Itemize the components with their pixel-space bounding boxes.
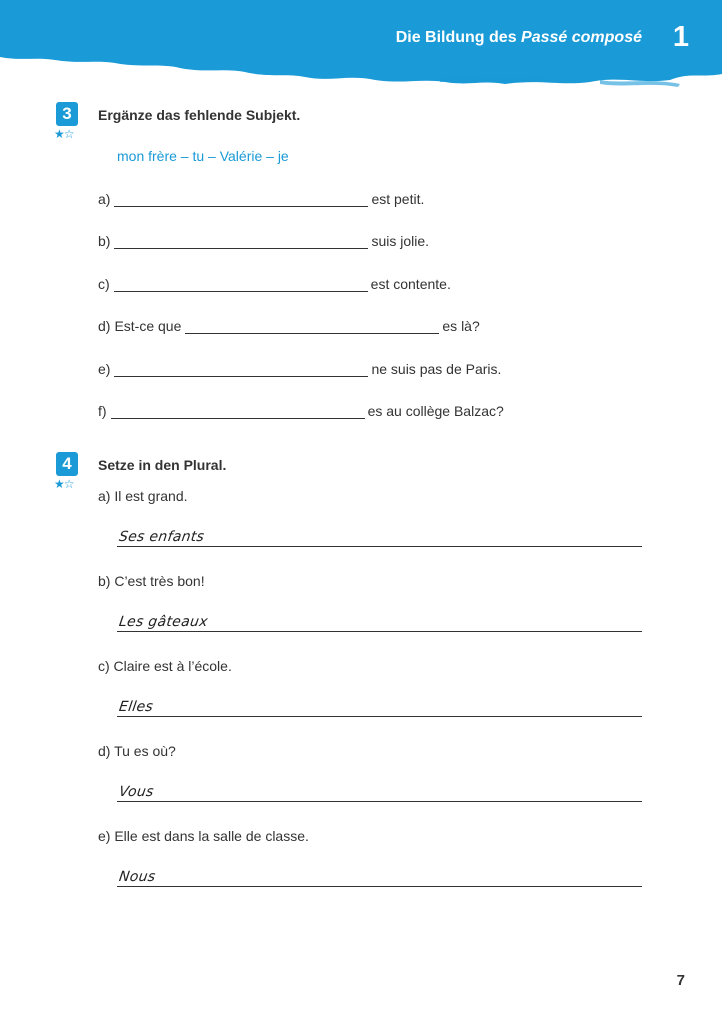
exercise-3-title: Ergänze das fehlende Subjekt. (98, 107, 301, 123)
handwritten-answer: Ses enfants (117, 529, 206, 545)
fill-blank-line[interactable] (114, 362, 368, 377)
item-label: f) (98, 403, 107, 419)
exercise-4-answer-line-a[interactable] (117, 522, 642, 547)
handwritten-answer: Vous (117, 784, 155, 800)
exercise-4-question-e: e) Elle est dans la salle de classe. (98, 828, 309, 844)
handwritten-answer: Elles (117, 699, 155, 715)
chapter-number: 1 (672, 21, 689, 53)
exercise-4-question-c: c) Claire est à l’école. (98, 658, 232, 674)
item-text-after: suis jolie. (371, 233, 430, 249)
header-title-italic: Passé composé (521, 29, 642, 46)
item-text-after: est contente. (370, 276, 451, 292)
exercise-4-answer-line-e[interactable] (117, 862, 642, 887)
item-label: d) (98, 318, 111, 334)
handwritten-answer: Nous (117, 869, 157, 885)
exercise-3-item-f (98, 403, 504, 419)
fill-blank-line[interactable] (185, 319, 439, 334)
item-label: b) (98, 233, 111, 249)
exercise-4-number: 4 (56, 452, 78, 476)
exercise-3-item-a (98, 191, 424, 207)
header-brush-band (0, 0, 722, 95)
item-text-after: ne suis pas de Paris. (371, 361, 502, 377)
item-label: c) (98, 276, 110, 292)
exercise-3-item-e (98, 361, 501, 377)
page-number: 7 (676, 972, 685, 989)
exercise-3-number: 3 (56, 102, 78, 126)
exercise-4-question-a: a) Il est grand. (98, 488, 188, 504)
exercise-3-difficulty-stars: ★☆ (54, 127, 74, 141)
exercise-3-item-b (98, 233, 429, 249)
item-text-after: es au collège Balzac? (367, 403, 504, 419)
page-header (0, 0, 722, 95)
fill-blank-line[interactable] (114, 192, 368, 207)
exercise-3-item-d (98, 318, 480, 334)
fill-blank-line[interactable] (114, 234, 368, 249)
exercise-4-answer-line-c[interactable] (117, 692, 642, 717)
item-label: a) (98, 191, 111, 207)
exercise-3-wordbank: mon frère – tu – Valérie – je (117, 148, 289, 164)
handwritten-answer: Les gâteaux (117, 614, 209, 630)
exercise-3-item-c (98, 276, 451, 292)
exercise-4-answer-line-d[interactable] (117, 777, 642, 802)
header-title-prefix: Die Bildung des (395, 29, 517, 46)
exercise-4-question-d: d) Tu es où? (98, 743, 176, 759)
header-title (396, 29, 642, 47)
item-text-after: es là? (442, 318, 480, 334)
exercise-4-difficulty-stars: ★☆ (54, 477, 74, 491)
fill-blank-line[interactable] (111, 404, 365, 419)
item-text-after: est petit. (371, 191, 425, 207)
exercise-4-question-b: b) C’est très bon! (98, 573, 205, 589)
item-label: e) (98, 361, 111, 377)
fill-blank-line[interactable] (114, 277, 368, 292)
exercise-4-title: Setze in den Plural. (98, 457, 227, 473)
exercise-4-answer-line-b[interactable] (117, 607, 642, 632)
item-text-before: Est-ce que (114, 318, 182, 334)
